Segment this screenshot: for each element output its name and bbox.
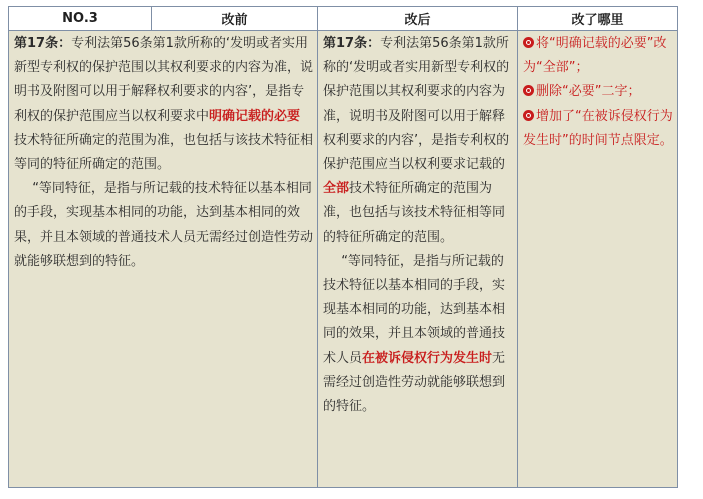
after-highlight-1: 全部 [323, 181, 350, 197]
before-text-1: 专利法第56条第1款所称的‘发明或者实用新型专利权的保护范围以其权利要求的内容为准，说明书及附图可以用于解释权利要求的内容’，是指专利权的保护范围应当以权利要求中 [14, 36, 314, 124]
after-article-label: 第17条： [323, 36, 381, 51]
before-article-label: 第17条： [14, 36, 72, 51]
after-paragraph-1 [323, 32, 513, 250]
header-no: NO.3 [9, 7, 152, 31]
content-row [9, 31, 678, 488]
before-paragraph-1 [14, 32, 313, 177]
comparison-table-wrapper [8, 6, 678, 488]
change-item-1: 将“明确记载的必要”改为“全部”； [523, 36, 667, 76]
after-text-2: 技术特征所确定的范围为准，也包括与该技术特征相等同的特征所确定的范围。 [323, 181, 506, 245]
before-paragraph-2: “等同特征，是指与所记载的技术特征以基本相同的手段，实现基本相同的功能，达到基本相同的效果，并且本领域的普通技术人员无需经过创造性劳动就能够联想到的特征。 [14, 181, 314, 269]
header-after: 改后 [318, 7, 518, 31]
before-text-2: 技术特征所确定的范围为准，也包括与该技术特征相等同的特征所确定的范围。 [14, 132, 314, 173]
bullet-icon [523, 37, 534, 48]
after-cell [318, 31, 518, 488]
changes-cell [518, 31, 678, 488]
header-before: 改前 [152, 7, 318, 31]
change-item-3: 增加了“在被诉侵权行为发生时”的时间节点限定。 [523, 108, 673, 148]
after-text-3: “等同特征，是指与所记载的技术特征以基本相同的手段，实现基本相同的功能，达到基本相同的效果，并且本领域的普通技术人员 [323, 253, 506, 366]
after-paragraph-2 [323, 250, 513, 419]
header-changes: 改了哪里 [518, 7, 678, 31]
after-text-4: 无需经过创造性劳动就能够联想到的特征。 [323, 350, 506, 415]
bullet-icon [523, 110, 534, 121]
comparison-table [8, 6, 678, 488]
header-row [9, 7, 678, 31]
after-highlight-2: 在被诉侵权行为发生时 [362, 350, 493, 366]
bullet-icon [523, 85, 534, 96]
change-item-2: 删除“必要”二字； [523, 80, 673, 104]
before-highlight: 明确记载的必要 [209, 108, 301, 124]
after-text-1: 专利法第56条第1款所称的‘发明或者实用新型专利权的保护范围以其权利要求的内容为准，说明书及附图可以用于解释权利要求的内容’，是指专利权的保护范围应当以权利要求记载的 [323, 36, 510, 173]
before-cell [9, 31, 318, 488]
